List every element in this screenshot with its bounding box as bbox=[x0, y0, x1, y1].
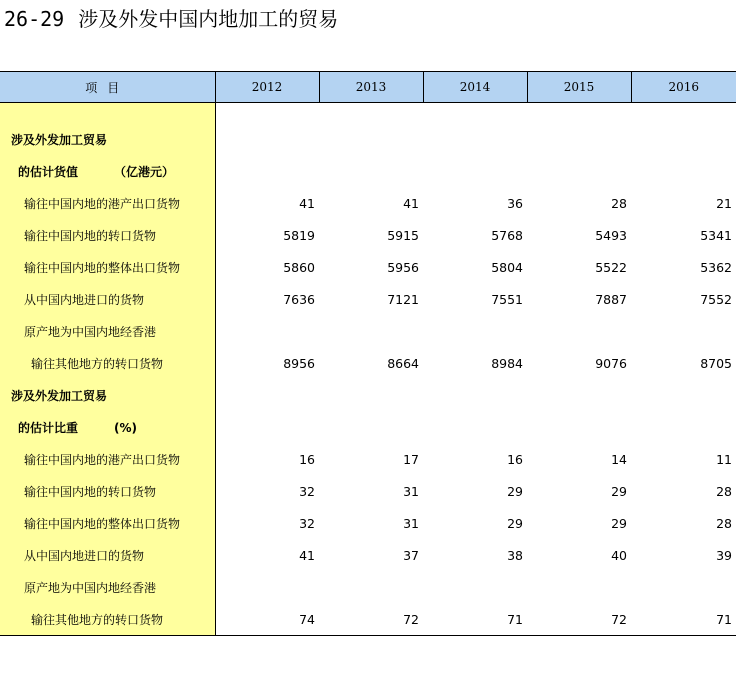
value-cell: 32 bbox=[299, 483, 315, 499]
table-title: 涉及外发中国内地加工的贸易 bbox=[78, 7, 339, 31]
row-label: 输往其他地方的转口货物 bbox=[0, 603, 215, 636]
row-label: 从中国内地进口的货物 bbox=[0, 283, 215, 315]
empty-cell bbox=[631, 155, 736, 187]
spacer-label bbox=[0, 103, 215, 124]
row-label: 原产地为中国内地经香港 bbox=[0, 571, 215, 603]
value-cell: 21 bbox=[716, 195, 732, 211]
empty-cell bbox=[527, 123, 631, 155]
table-row bbox=[0, 283, 736, 315]
value-cell: 74 bbox=[215, 603, 319, 636]
section-heading: 涉及外发加工贸易 bbox=[0, 123, 215, 155]
value-cell: 28 bbox=[716, 483, 732, 499]
value-cell: 5956 bbox=[387, 259, 419, 275]
table-number: 26-29 bbox=[4, 7, 65, 31]
value-cell: 41 bbox=[299, 195, 315, 211]
section-heading-row bbox=[0, 123, 736, 155]
row-label: 输往中国内地的整体出口货物 bbox=[0, 507, 215, 539]
row-label: 输往中国内地的港产出口货物 bbox=[0, 187, 215, 219]
page-title bbox=[4, 4, 338, 34]
value-cell: 28 bbox=[611, 195, 627, 211]
value-cell bbox=[527, 315, 631, 347]
unit-label: (%) bbox=[114, 420, 138, 435]
empty-cell bbox=[423, 379, 527, 411]
table-row bbox=[0, 187, 736, 219]
empty-cell bbox=[215, 123, 319, 155]
value-cell: 16 bbox=[299, 451, 315, 467]
empty-cell bbox=[423, 103, 527, 124]
value-cell: 37 bbox=[403, 547, 419, 563]
spacer-row bbox=[0, 103, 736, 124]
value-cell bbox=[215, 571, 319, 603]
row-label: 从中国内地进口的货物 bbox=[0, 539, 215, 571]
value-cell: 5362 bbox=[700, 259, 732, 275]
value-cell: 29 bbox=[611, 483, 627, 499]
empty-cell bbox=[631, 411, 736, 443]
subheading-text: 的估计比重 bbox=[18, 420, 79, 435]
empty-cell bbox=[527, 103, 631, 124]
value-cell: 41 bbox=[403, 195, 419, 211]
section-heading: 涉及外发加工贸易 bbox=[0, 379, 215, 411]
value-cell: 5804 bbox=[491, 259, 523, 275]
row-label: 输往中国内地的港产出口货物 bbox=[0, 443, 215, 475]
value-cell: 8956 bbox=[283, 355, 315, 371]
section-subheading-row bbox=[0, 155, 736, 187]
row-label: 输往中国内地的转口货物 bbox=[0, 219, 215, 251]
value-cell: 7551 bbox=[491, 291, 523, 307]
value-cell: 39 bbox=[716, 547, 732, 563]
empty-cell bbox=[319, 379, 423, 411]
empty-cell bbox=[423, 155, 527, 187]
empty-cell bbox=[215, 155, 319, 187]
empty-cell bbox=[319, 155, 423, 187]
empty-cell bbox=[215, 411, 319, 443]
empty-cell bbox=[631, 103, 736, 124]
value-cell: 5522 bbox=[595, 259, 627, 275]
value-cell: 8664 bbox=[387, 355, 419, 371]
value-cell: 31 bbox=[403, 483, 419, 499]
value-cell: 31 bbox=[403, 515, 419, 531]
empty-cell bbox=[631, 123, 736, 155]
value-cell: 5768 bbox=[491, 227, 523, 243]
table-row bbox=[0, 315, 736, 347]
value-cell: 5915 bbox=[387, 227, 419, 243]
section-subheading bbox=[0, 411, 215, 443]
value-cell bbox=[527, 571, 631, 603]
table-row bbox=[0, 603, 736, 636]
value-cell: 5860 bbox=[283, 259, 315, 275]
empty-cell bbox=[319, 123, 423, 155]
table-row bbox=[0, 219, 736, 251]
empty-cell bbox=[527, 155, 631, 187]
value-cell: 7887 bbox=[595, 291, 627, 307]
value-cell: 16 bbox=[507, 451, 523, 467]
empty-cell bbox=[319, 411, 423, 443]
value-cell: 5341 bbox=[700, 227, 732, 243]
year-header: 2016 bbox=[631, 72, 736, 103]
value-cell bbox=[319, 571, 423, 603]
value-cell: 28 bbox=[716, 515, 732, 531]
row-label: 输往其他地方的转口货物 bbox=[0, 347, 215, 379]
value-cell: 29 bbox=[507, 515, 523, 531]
value-cell: 8984 bbox=[491, 355, 523, 371]
value-cell: 40 bbox=[611, 547, 627, 563]
value-cell: 11 bbox=[716, 451, 732, 467]
empty-cell bbox=[527, 411, 631, 443]
table-row bbox=[0, 571, 736, 603]
value-cell: 32 bbox=[299, 515, 315, 531]
value-cell: 36 bbox=[507, 195, 523, 211]
table-row bbox=[0, 251, 736, 283]
empty-cell bbox=[527, 379, 631, 411]
value-cell: 72 bbox=[319, 603, 423, 636]
value-cell: 7636 bbox=[283, 291, 315, 307]
value-cell: 29 bbox=[507, 483, 523, 499]
value-cell: 9076 bbox=[595, 355, 627, 371]
table-row bbox=[0, 507, 736, 539]
section-subheading-row bbox=[0, 411, 736, 443]
value-cell: 29 bbox=[611, 515, 627, 531]
value-cell: 8705 bbox=[700, 355, 732, 371]
year-header: 2013 bbox=[319, 72, 423, 103]
value-cell: 71 bbox=[631, 603, 736, 636]
value-cell: 72 bbox=[527, 603, 631, 636]
section-heading-row bbox=[0, 379, 736, 411]
value-cell: 7552 bbox=[700, 291, 732, 307]
value-cell: 7121 bbox=[387, 291, 419, 307]
year-header: 2012 bbox=[215, 72, 319, 103]
value-cell bbox=[423, 315, 527, 347]
table-row bbox=[0, 539, 736, 571]
value-cell: 41 bbox=[299, 547, 315, 563]
empty-cell bbox=[319, 103, 423, 124]
header-row bbox=[0, 72, 736, 103]
value-cell: 5493 bbox=[595, 227, 627, 243]
value-cell: 5819 bbox=[283, 227, 315, 243]
empty-cell bbox=[631, 379, 736, 411]
table-row bbox=[0, 443, 736, 475]
value-cell: 14 bbox=[611, 451, 627, 467]
subheading-text: 的估计货值 bbox=[18, 164, 79, 179]
value-cell bbox=[423, 571, 527, 603]
year-header: 2015 bbox=[527, 72, 631, 103]
value-cell: 17 bbox=[403, 451, 419, 467]
year-header: 2014 bbox=[423, 72, 527, 103]
value-cell: 71 bbox=[423, 603, 527, 636]
section-subheading bbox=[0, 155, 215, 187]
empty-cell bbox=[215, 379, 319, 411]
value-cell bbox=[631, 571, 736, 603]
item-column-header: 项目 bbox=[0, 72, 215, 103]
table-row bbox=[0, 475, 736, 507]
unit-label: （亿港元） bbox=[114, 164, 175, 179]
table-body bbox=[0, 103, 736, 636]
value-cell bbox=[631, 315, 736, 347]
table-row bbox=[0, 347, 736, 379]
value-cell bbox=[319, 315, 423, 347]
value-cell bbox=[215, 315, 319, 347]
row-label: 输往中国内地的转口货物 bbox=[0, 475, 215, 507]
trade-table bbox=[0, 71, 736, 636]
empty-cell bbox=[423, 411, 527, 443]
row-label: 原产地为中国内地经香港 bbox=[0, 315, 215, 347]
row-label: 输往中国内地的整体出口货物 bbox=[0, 251, 215, 283]
empty-cell bbox=[423, 123, 527, 155]
value-cell: 38 bbox=[507, 547, 523, 563]
empty-cell bbox=[215, 103, 319, 124]
